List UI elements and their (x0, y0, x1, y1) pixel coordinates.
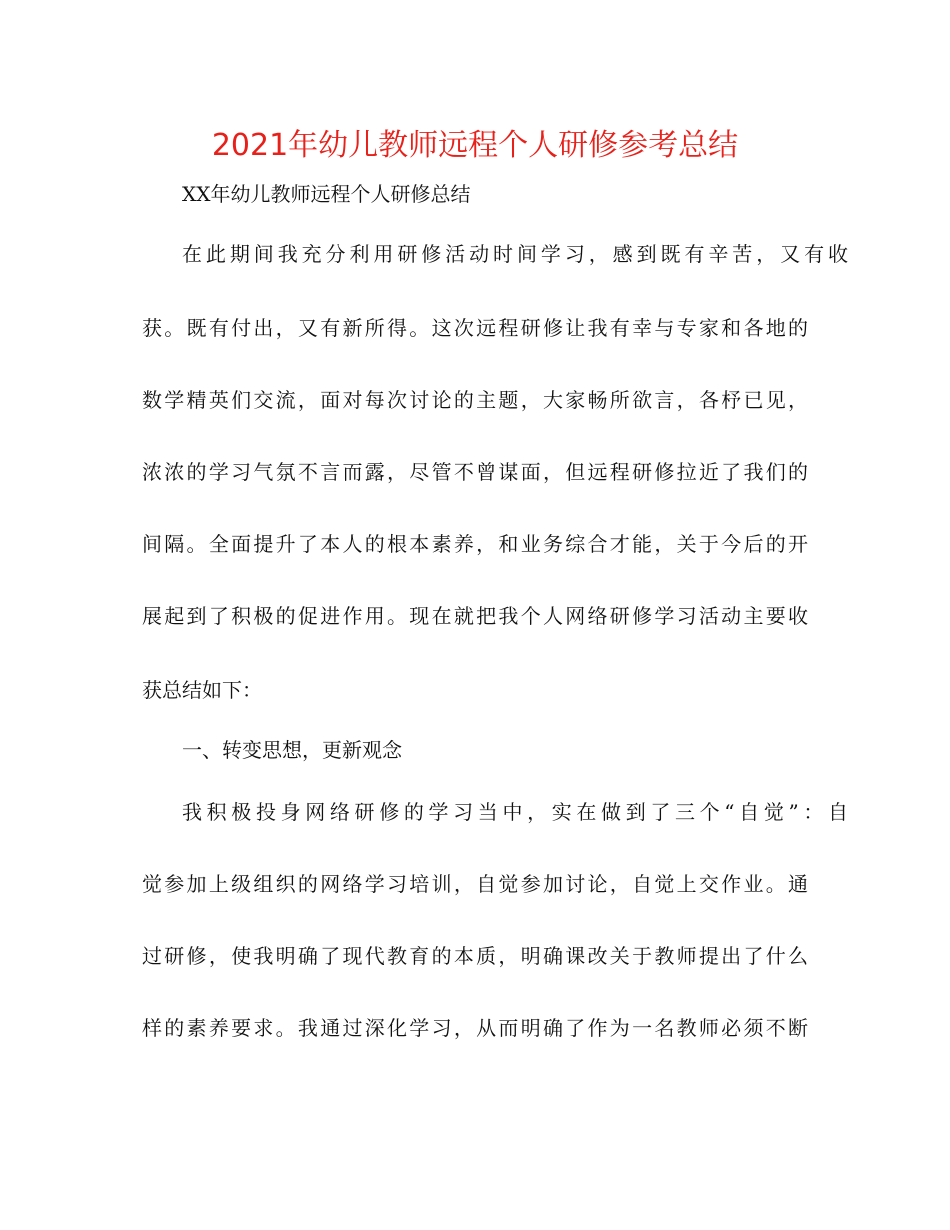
paragraph-2-line-4: 样的素养要求。我通过深化学习，从而明确了作为一名教师必须不断 (142, 1016, 808, 1040)
paragraph-1-line-2: 获。既有付出，又有新所得。这次远程研修让我有幸与专家和各地的 (142, 316, 808, 340)
paragraph-1-line-4: 浓浓的学习气氛不言而露，尽管不曾谋面，但远程研修拉近了我们的 (142, 460, 808, 484)
section-1-heading: 一、转变思想，更新观念 (182, 738, 402, 762)
paragraph-2-line-2: 觉参加上级组织的网络学习培训，自觉参加讨论，自觉上交作业。通 (142, 872, 808, 896)
document-subtitle: XX年幼儿教师远程个人研修总结 (182, 182, 471, 206)
paragraph-1-line-6: 展起到了积极的促进作用。现在就把我个人网络研修学习活动主要收 (142, 604, 808, 628)
paragraph-1-line-5: 间隔。全面提升了本人的根本素养，和业务综合才能，关于今后的开 (142, 532, 808, 556)
paragraph-1-line-1: 在此期间我充分利用研修活动时间学习，感到既有辛苦，又有收 (182, 242, 848, 266)
paragraph-1-line-3: 数学精英们交流，面对每次讨论的主题，大家畅所欲言，各杼已见， (142, 388, 808, 412)
paragraph-1-line-7: 获总结如下： (142, 678, 262, 702)
document-title: 2021年幼儿教师远程个人研修参考总结 (211, 128, 739, 163)
paragraph-2-line-3: 过研修，使我明确了现代教育的本质，明确课改关于教师提出了什么 (142, 944, 808, 968)
paragraph-2-line-1: 我积极投身网络研修的学习当中，实在做到了三个“自觉”：自 (182, 800, 848, 824)
